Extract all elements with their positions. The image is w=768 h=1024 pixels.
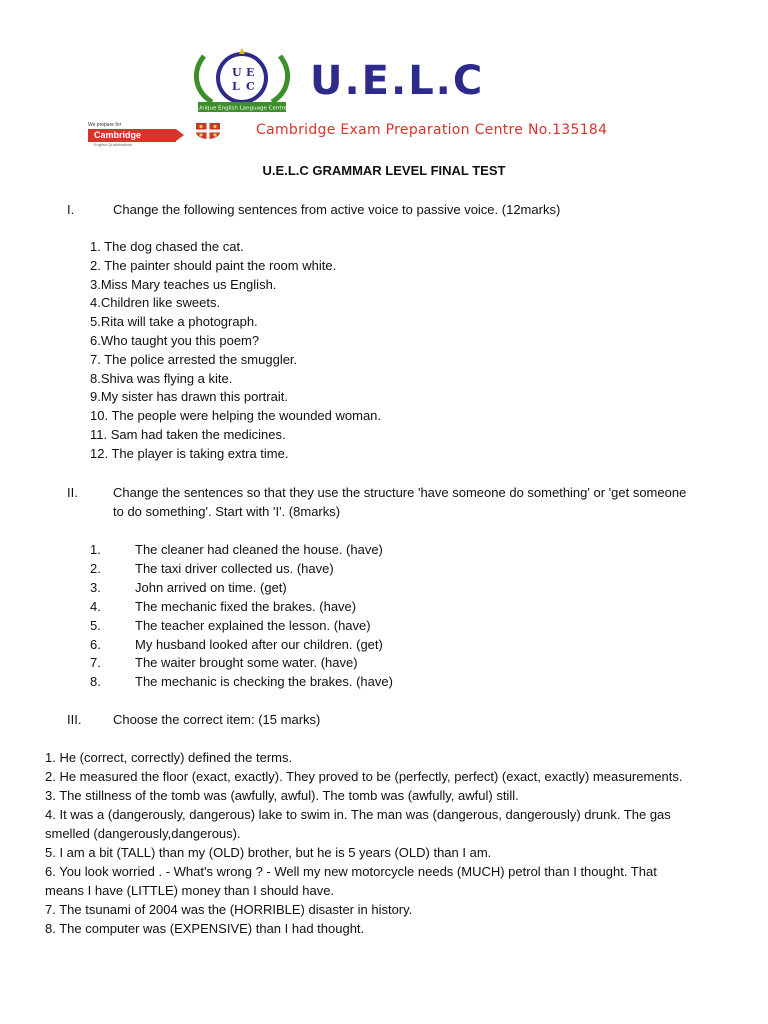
list-item: 7. The tsunami of 2004 was the (HORRIBLE) disaster in history. [45, 902, 413, 917]
list-item: 12. The player is taking extra time. [90, 445, 289, 461]
list-item: 3. The stillness of the tomb was (awfully, awful). The tomb was (awfully, awful) still. [45, 788, 519, 803]
uelc-logo [184, 46, 300, 116]
list-item: 1. He (correct, correctly) defined the terms. [45, 750, 293, 765]
list-item: means I have (LITTLE) money than I should have. [45, 883, 335, 898]
list-item-number: 6. [90, 636, 101, 652]
list-item: 5.Rita will take a photograph. [90, 314, 258, 330]
list-item: 6. You look worried . - What's wrong ? - Well my new motorcycle needs (MUCH) petrol than I thought. That [45, 864, 657, 879]
cambridge-tagline: We prepare for [88, 122, 122, 128]
centre-number: Cambridge Exam Preparation Centre No.135184 [256, 122, 608, 138]
list-item: 4. It was a (dangerously, dangerous) lake to swim in. The man was (dangerous, dangerously) drunk. The gas [45, 807, 671, 822]
list-item-number: 3. [90, 579, 101, 595]
list-item: The mechanic is checking the brakes. (have) [135, 674, 393, 690]
list-item-number: 7. [90, 655, 101, 671]
list-item: 2. The painter should paint the room white. [90, 257, 337, 273]
list-item-number: 4. [90, 598, 101, 614]
brand-name: U.E.L.C [310, 58, 485, 104]
logo-letter: C [246, 80, 255, 93]
list-item-number: 1. [90, 542, 101, 557]
list-item-number: 2. [90, 560, 101, 576]
list-item-number: 8. [90, 674, 101, 690]
list-item: The teacher explained the lesson. (have) [135, 617, 371, 633]
letterhead [48, 44, 720, 148]
section-2-instruction-cont: to do something'. Start with 'I'. (8marks) [113, 504, 341, 519]
section-2-instruction: Change the sentences so that they use the structure 'have someone do something' or 'get someone [113, 485, 687, 500]
list-item: My husband looked after our children. (get) [135, 636, 383, 652]
university-crest-icon [194, 122, 222, 140]
list-item: The mechanic fixed the brakes. (have) [135, 598, 357, 614]
list-item-number: 5. [90, 617, 101, 633]
logo-letter: U [232, 66, 242, 79]
list-item: 6.Who taught you this poem? [90, 333, 260, 348]
list-item: 8.Shiva was flying a kite. [90, 370, 233, 386]
list-item: John arrived on time. (get) [135, 579, 287, 595]
list-item: 10. The people were helping the wounded woman. [90, 408, 382, 424]
list-item: 1. The dog chased the cat. [90, 239, 244, 254]
list-item: 4.Children like sweets. [90, 295, 221, 311]
logo-letter: E [246, 66, 255, 79]
cambridge-badge [88, 122, 178, 147]
list-item: 9.My sister has drawn this portrait. [90, 389, 288, 405]
section-1-numeral: I. [67, 202, 75, 217]
logo-letter: L [232, 80, 240, 93]
page-title: U.E.L.C GRAMMAR LEVEL FINAL TEST [262, 163, 506, 178]
section-3-instruction: Choose the correct item: (15 marks) [113, 712, 321, 727]
list-item: 8. The computer was (EXPENSIVE) than I had thought. [45, 921, 365, 936]
list-item: 5. I am a bit (TALL) than my (OLD) brother, but he is 5 years (OLD) than I am. [45, 845, 492, 860]
list-item: 7. The police arrested the smuggler. [90, 351, 298, 367]
list-item: The cleaner had cleaned the house. (have) [135, 542, 383, 557]
list-item: The taxi driver collected us. (have) [135, 560, 334, 576]
section-2-numeral: II. [67, 485, 78, 500]
list-item: smelled (dangerously,dangerous). [45, 826, 241, 841]
arrow-icon [176, 129, 184, 141]
list-item: 11. Sam had taken the medicines. [90, 427, 286, 442]
list-item: The waiter brought some water. (have) [135, 655, 358, 671]
list-item: 2. He measured the floor (exact, exactly). They proved to be (perfectly, perfect) (exact, exactly) measurements. [45, 769, 683, 784]
cambridge-label: Cambridge [88, 129, 176, 142]
logo-ribbon: Unique English Language Centre [196, 105, 288, 112]
section-3-numeral: III. [67, 712, 82, 727]
section-1-instruction: Change the following sentences from active voice to passive voice. (12marks) [113, 202, 561, 217]
cambridge-subtitle: English Qualifications [94, 142, 133, 147]
list-item: 3.Miss Mary teaches us English. [90, 276, 277, 292]
